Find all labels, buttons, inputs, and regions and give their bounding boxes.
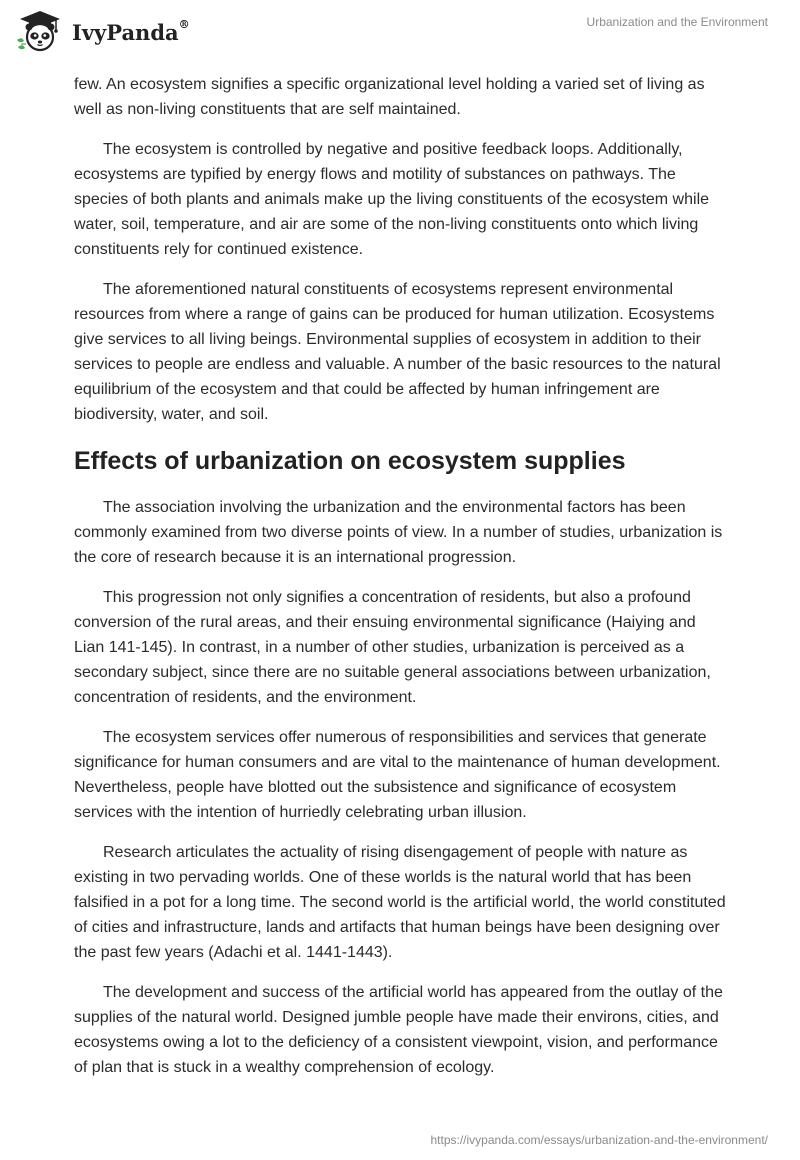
page-header — [0, 0, 800, 60]
paragraph: This progression not only signifies a concentration of residents, but also a profound conversion of the rural areas, and their ensuing environmental significance (Haiying and Lian 141-145). In contrast, in a number of other studies, urbanization is perceived as a secondary subject, since there are no suitable general associations between urbanization, concentration of residents, and the environment. — [74, 589, 711, 706]
paragraph: The development and success of the artificial world has appeared from the outlay of the supplies of the natural world. Designed jumble people have made their environs, cities, and ecosystems owing a lot to the deficiency of a consistent viewpoint, vision, and performance of plan that is stuck in a wealthy comprehension of ecology. — [74, 984, 723, 1076]
paragraph: The ecosystem services offer numerous of responsibilities and services that generate significance for human consumers and are vital to the maintenance of human development. Nevertheless, people have blotted out the subsistence and significance of ecosystem services with the intention of hurriedly celebrating urban illusion. — [74, 729, 721, 821]
source-url-link[interactable]: https://ivypanda.com/essays/urbanization-and-the-environment/ — [430, 1133, 768, 1147]
paragraph: Research articulates the actuality of rising disengagement of people with nature as existing in two pervading worlds. One of these worlds is the natural world that has been falsified in a pot for a long time. The second world is the artificial world, the world constituted of cities and infrastructure, lands and artifacts that human beings have been designing over the past few years (Adachi et al. 1441-1443). — [74, 844, 726, 961]
paragraph: The aforementioned natural constituents of ecosystems represent environmental resources from where a range of gains can be produced for human utilization. Ecosystems give services to all living beings. Environmental supplies of ecosystem in addition to their services to people are endless and valuable. A number of the basic resources to the natural equilibrium of the ecosystem and that could be affected by human infringement are biodiversity, water, and soil. — [74, 281, 721, 423]
running-title: Urbanization and the Environment — [586, 15, 768, 29]
brand-name: IvyPanda® — [72, 18, 190, 45]
ivypanda-logo[interactable] — [14, 8, 194, 54]
paragraph: few. An ecosystem signifies a specific organizational level holding a varied set of living as well as non-living constituents that are self maintained. — [74, 76, 705, 118]
essay-content — [74, 72, 730, 1095]
paragraph: The ecosystem is controlled by negative and positive feedback loops. Additionally, ecosystems are typified by energy flows and motility of substances on pathways. The species of both plants and animals make up the living constituents of the ecosystem while water, soil, temperature, and air are some of the non-living constituents onto which living constituents rely for continued existence. — [74, 141, 710, 258]
paragraph: The association involving the urbanization and the environmental factors has been commonly examined from two diverse points of view. In a number of studies, urbanization is the core of research because it is an international progression. — [74, 499, 723, 566]
panda-graduate-icon — [14, 8, 66, 54]
section-heading: Effects of urbanization on ecosystem supplies — [74, 447, 626, 475]
registered-mark: ® — [178, 18, 190, 31]
